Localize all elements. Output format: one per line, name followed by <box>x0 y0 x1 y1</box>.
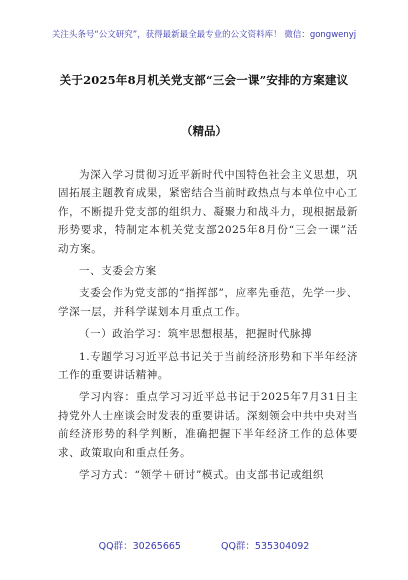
paragraph-intro: 为深入学习贯彻习近平新时代中国特色社会主义思想，巩固拓展主题教育成果，紧密结合当前时政热点与本单位中心工作，不断提升党支部的组织力、凝聚力和战斗力，现根据最新形势要求，特制定本机关党支部2025年8月份“三会一课”活动方案。 <box>58 169 358 255</box>
subsection-heading-1: （一）政治学习：筑牢思想根基，把握时代脉搏 <box>79 328 313 341</box>
paragraph-committee: 支委会作为党支部的“指挥部”，应率先垂范，先学一步、学深一层，并科学谋划本月重点工作。 <box>58 287 358 318</box>
footer-qq-group-2: QQ群：535304092 <box>220 541 310 552</box>
header-promo-text: 关注头条号“公文研究”，获得最新最全最专业的公文资料库！ 微信：gongwenyj <box>51 30 357 40</box>
footer-contact <box>0 538 408 552</box>
document-subtitle: （精品） <box>181 124 227 138</box>
footer-qq-group-1: QQ群：30265665 <box>98 541 181 552</box>
paragraph-study-content: 学习内容：重点学习习近平总书记于2025年7月31日主持党外人士座谈会时发表的重要讲话。深刻领会中共中央对当前经济形势的科学判断，准确把握下半年经济工作的总体要求、政策取向和重点任务。 <box>58 391 358 459</box>
paragraph-item-1: 1.专题学习习近平总书记关于当前经济形势和下半年经济工作的重要讲话精神。 <box>58 350 358 382</box>
section-heading-1: 一、支委会方案 <box>79 265 157 278</box>
paragraph-study-method: 学习方式：“领学＋研讨”模式。由支部书记或组织 <box>79 469 325 482</box>
document-title: 关于2025年8月机关党支部“三会一课”安排的方案建议 <box>59 73 349 87</box>
document-body <box>58 166 358 489</box>
